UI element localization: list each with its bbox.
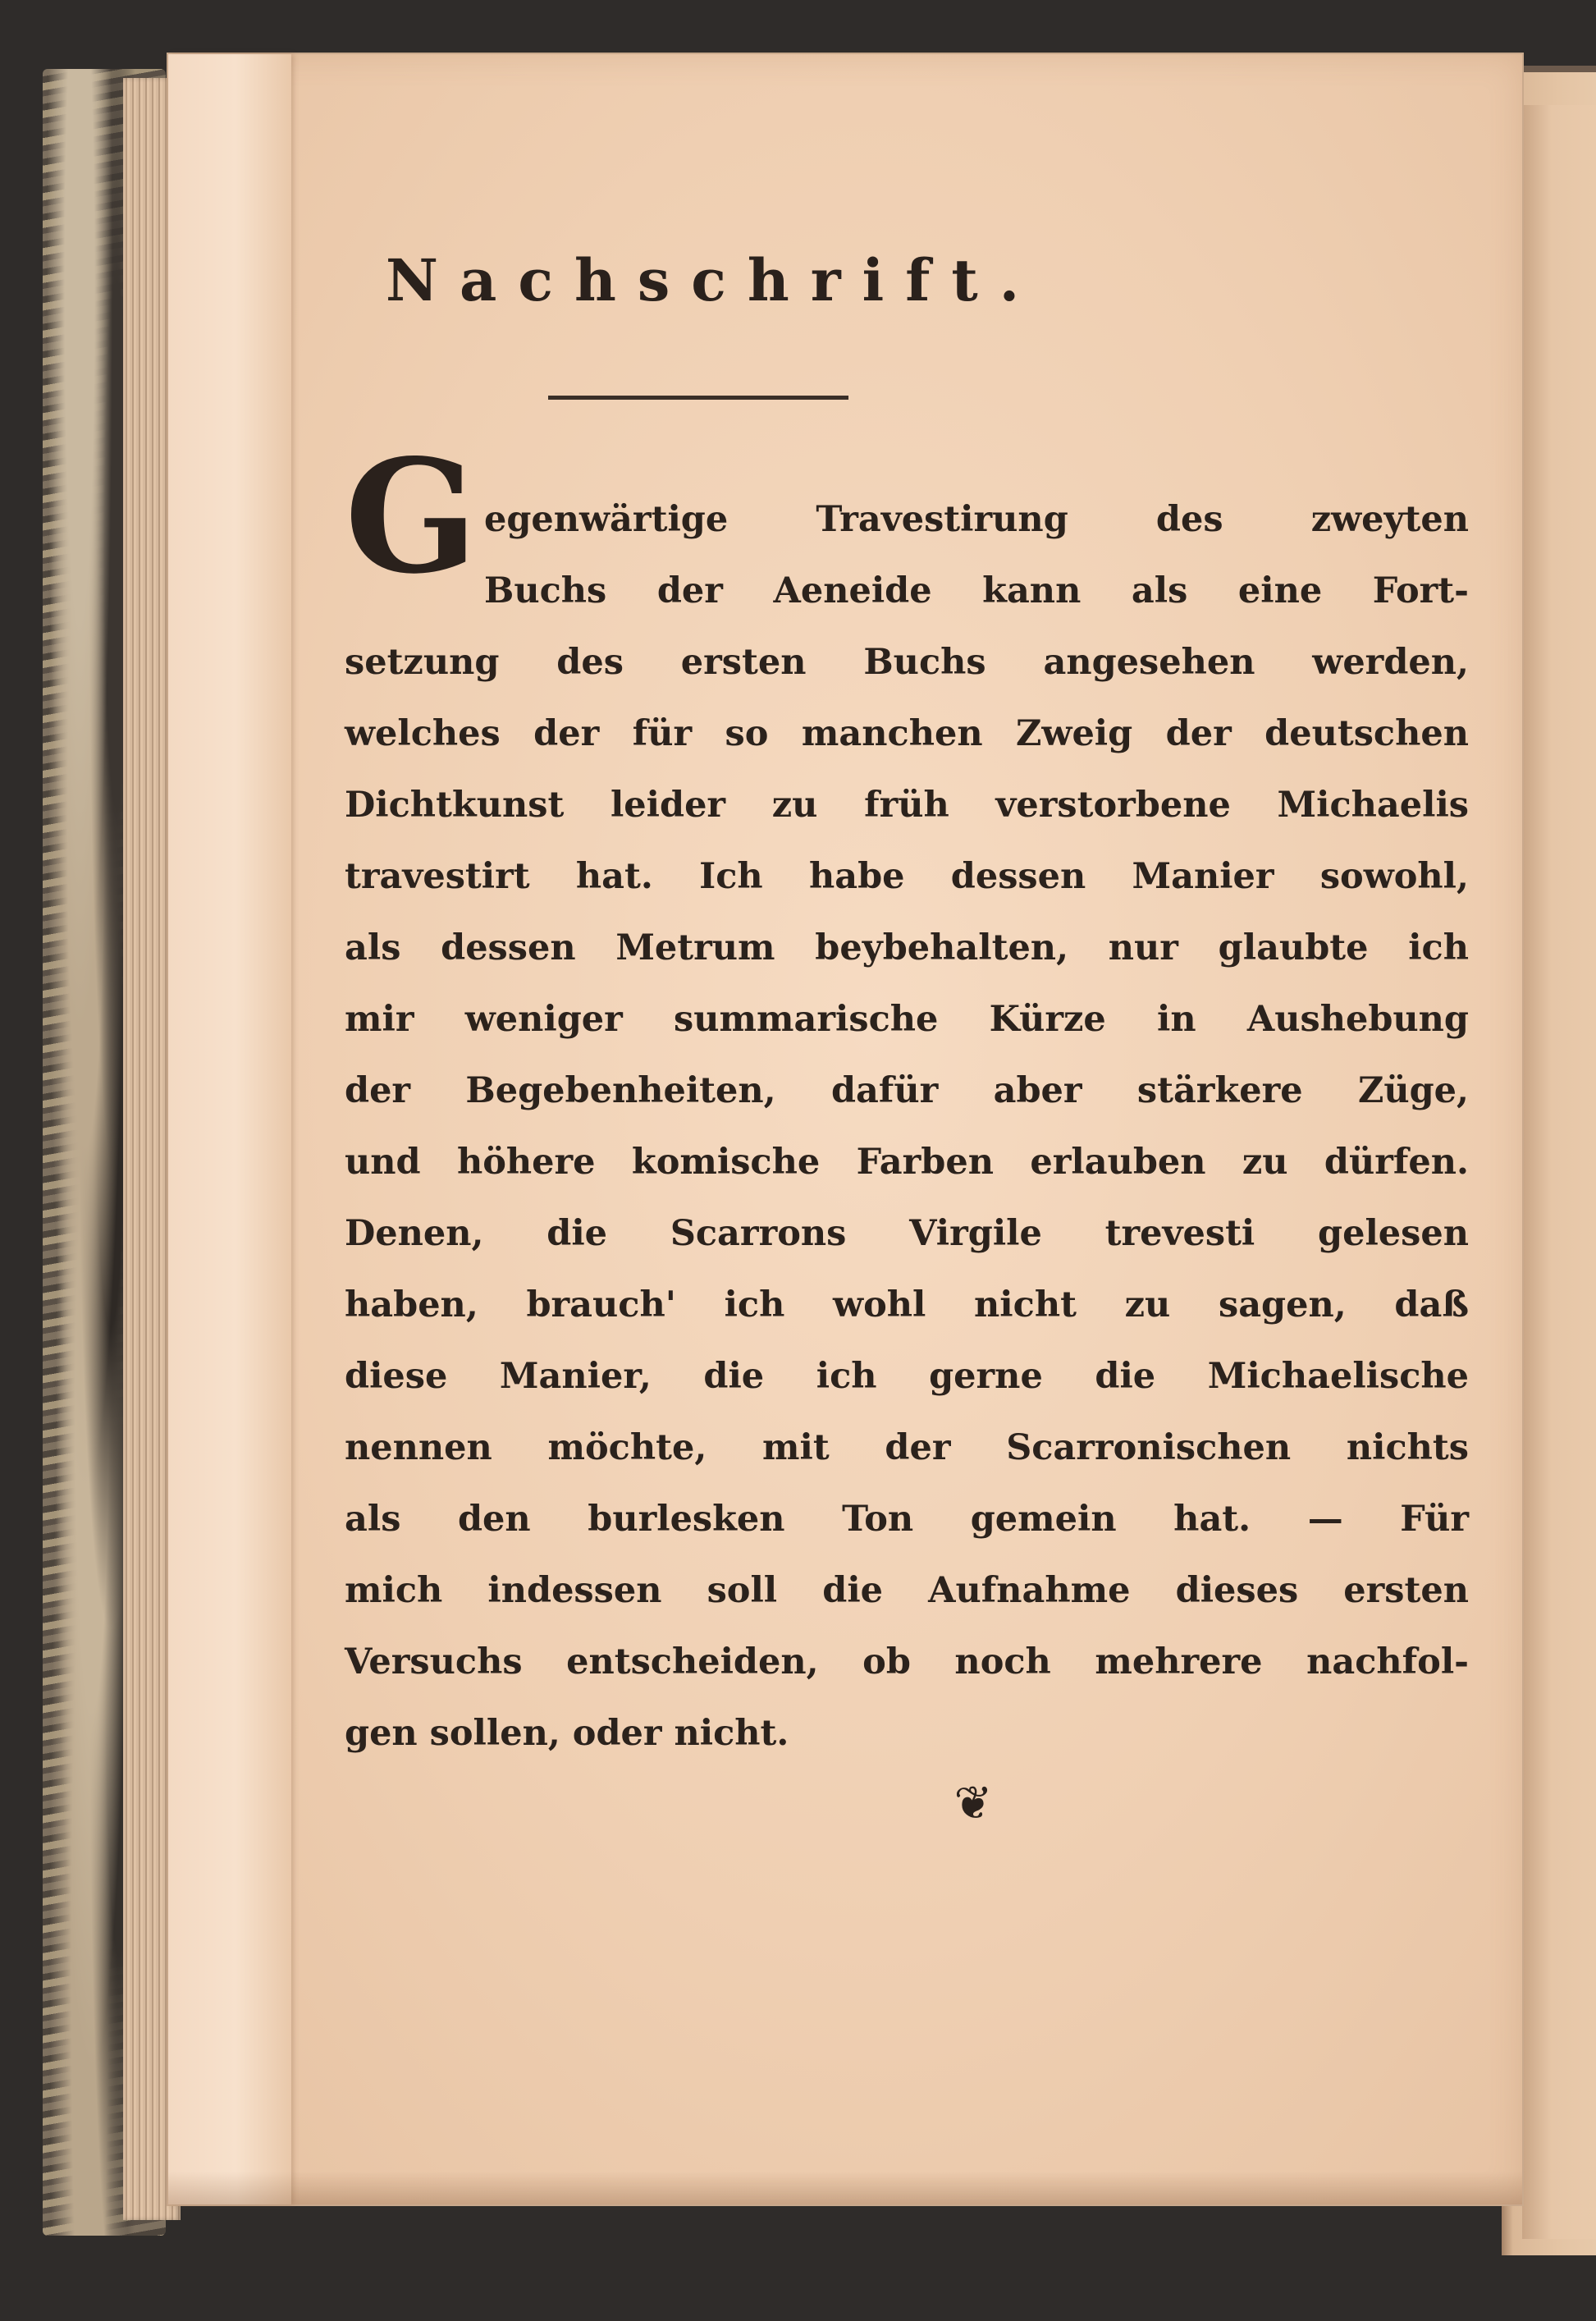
text-line: egenwärtige Travestirung des zweyten bbox=[484, 499, 1469, 540]
drop-cap: G bbox=[345, 425, 478, 608]
text-line: Denen, die Scarrons Virgile trevesti gelesen bbox=[345, 1213, 1469, 1254]
text-line: haben, brauch' ich wohl nicht zu sagen, daß bbox=[345, 1284, 1469, 1325]
text-line: als dessen Metrum beybehalten, nur glaubte ich bbox=[345, 927, 1469, 968]
text-line: travestirt hat. Ich habe dessen Manier sowohl, bbox=[345, 856, 1469, 897]
body-text bbox=[345, 484, 1469, 1769]
text-line: Dichtkunst leider zu früh verstorbene Michaelis bbox=[345, 785, 1469, 826]
text-line: setzung des ersten Buchs angesehen werden, bbox=[345, 642, 1469, 683]
text-line: diese Manier, die ich gerne die Michaelische bbox=[345, 1356, 1469, 1397]
text-line: gen sollen, oder nicht. bbox=[345, 1713, 789, 1754]
text-line: mir weniger summarische Kürze in Aushebung bbox=[345, 999, 1469, 1040]
text-line: mich indessen soll die Aufnahme dieses ersten bbox=[345, 1570, 1469, 1611]
text-line: als den burlesken Ton gemein hat. — Für bbox=[345, 1499, 1469, 1540]
text-line: welches der für so manchen Zweig der deutschen bbox=[345, 713, 1469, 754]
page-inner-margin bbox=[168, 54, 291, 2204]
title-rule bbox=[548, 396, 848, 400]
page-shadow bbox=[168, 2172, 1522, 2204]
page-title: Nachschrift. bbox=[386, 246, 1041, 314]
text-line: nennen möchte, mit der Scarronischen nichts bbox=[345, 1427, 1469, 1468]
text-line: Buchs der Aeneide kann als eine Fort- bbox=[484, 570, 1469, 611]
floral-vignette-icon: ❦ bbox=[953, 1777, 993, 1830]
text-line: und höhere komische Farben erlauben zu dürfen. bbox=[345, 1142, 1469, 1183]
text-line: der Begebenheiten, dafür aber stärkere Züge, bbox=[345, 1070, 1469, 1111]
text-line: Versuchs entscheiden, ob noch mehrere nachfol- bbox=[345, 1641, 1469, 1682]
facing-page-fold bbox=[1522, 105, 1596, 2239]
